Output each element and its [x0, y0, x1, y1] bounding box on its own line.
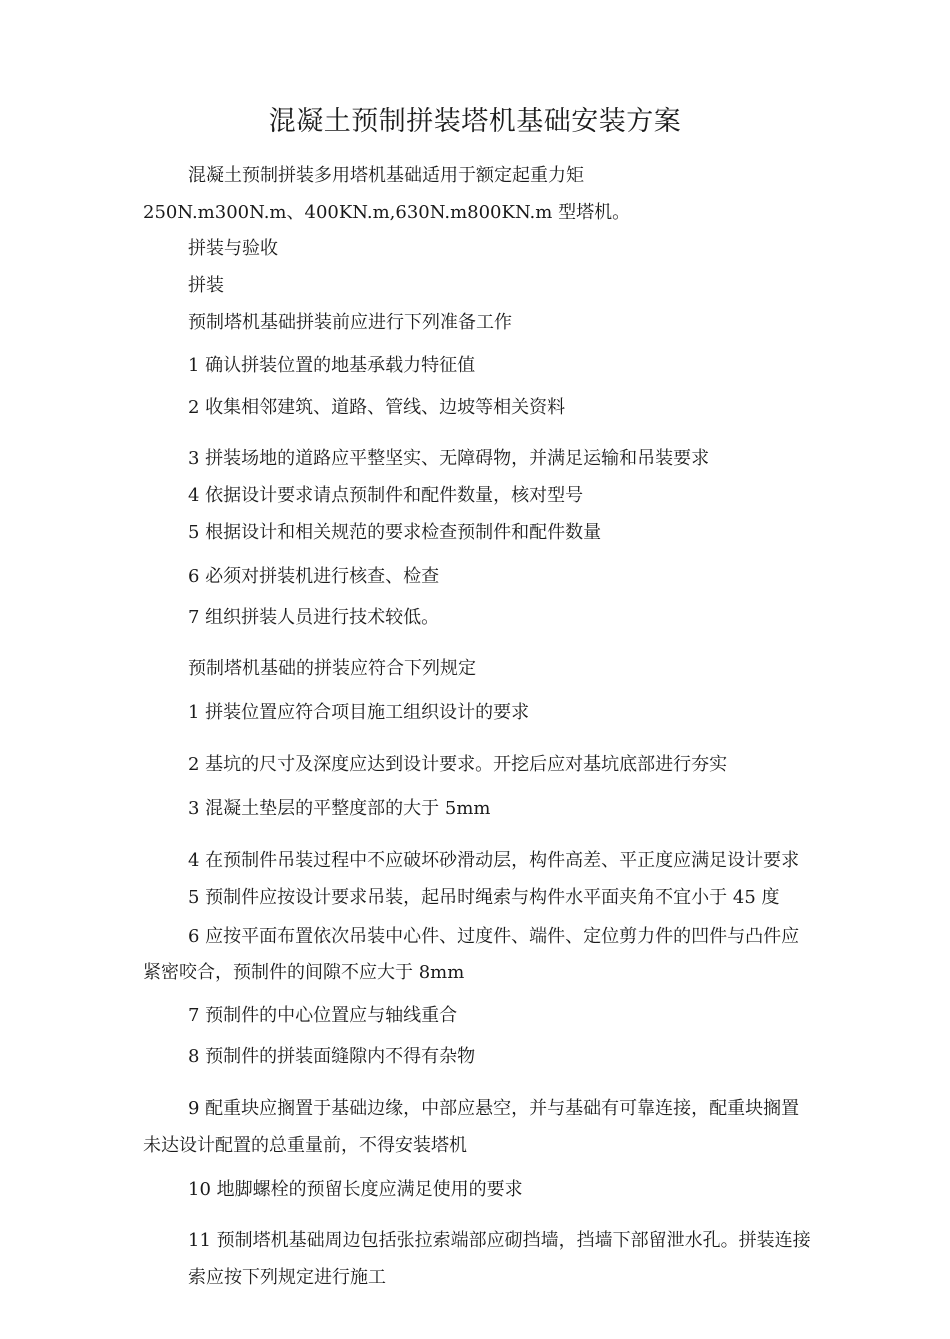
- rules-item: 10 地脚螺栓的预留长度应满足使用的要求: [188, 1179, 523, 1200]
- rules-item-continuation: 索应按下列规定进行施工: [188, 1267, 386, 1288]
- rules-item: 7 预制件的中心位置应与轴线重合: [188, 1005, 458, 1026]
- rules-item: 9 配重块应搁置于基础边缘，中部应悬空，并与基础有可靠连接，配重块搁置: [188, 1098, 800, 1119]
- rules-heading: 预制塔机基础的拼装应符合下列规定: [188, 658, 476, 679]
- rules-item: 3 混凝土垫层的平整度部的大于 5mm: [188, 798, 491, 819]
- prep-item: 1 确认拼装位置的地基承载力特征值: [188, 355, 476, 376]
- document-title: 混凝土预制拼装塔机基础安装方案: [268, 106, 682, 137]
- prep-item: 4 依据设计要求请点预制件和配件数量，核对型号: [188, 485, 584, 506]
- prep-item: 2 收集相邻建筑、道路、管线、边坡等相关资料: [188, 397, 566, 418]
- prep-heading: 预制塔机基础拼装前应进行下列准备工作: [188, 312, 512, 333]
- prep-item: 5 根据设计和相关规范的要求检查预制件和配件数量: [188, 522, 602, 543]
- section-heading-assembly: 拼装: [188, 275, 224, 296]
- rules-item: 8 预制件的拼装面缝隙内不得有杂物: [188, 1046, 476, 1067]
- rules-item-continuation: 紧密咬合，预制件的间隙不应大于 8mm: [143, 962, 465, 983]
- prep-item: 3 拼装场地的道路应平整坚实、无障碍物，并满足运输和吊装要求: [188, 448, 710, 469]
- section-heading-assembly-acceptance: 拼装与验收: [188, 238, 278, 259]
- intro-paragraph-line-2: 250N.m300N.m、400KN.m,630N.m800KN.m 型塔机。: [143, 202, 631, 223]
- rules-item: 4 在预制件吊装过程中不应破坏砂滑动层，构件高差、平正度应满足设计要求: [188, 850, 800, 871]
- rules-item: 2 基坑的尺寸及深度应达到设计要求。开挖后应对基坑底部进行夯实: [188, 754, 728, 775]
- rules-item: 6 应按平面布置依次吊装中心件、过度件、端件、定位剪力件的凹件与凸件应: [188, 926, 800, 947]
- rules-item: 11 预制塔机基础周边包括张拉索端部应砌挡墙，挡墙下部留泄水孔。拼装连接: [188, 1230, 811, 1251]
- rules-item: 5 预制件应按设计要求吊装，起吊时绳索与构件水平面夹角不宜小于 45 度: [188, 887, 780, 908]
- prep-item: 7 组织拼装人员进行技术较低。: [188, 607, 440, 628]
- rules-item: 1 拼装位置应符合项目施工组织设计的要求: [188, 702, 530, 723]
- prep-item: 6 必须对拼装机进行核查、检查: [188, 566, 440, 587]
- rules-item-continuation: 未达设计配置的总重量前，不得安装塔机: [143, 1135, 467, 1156]
- intro-paragraph-line-1: 混凝土预制拼装多用塔机基础适用于额定起重力矩: [188, 165, 584, 186]
